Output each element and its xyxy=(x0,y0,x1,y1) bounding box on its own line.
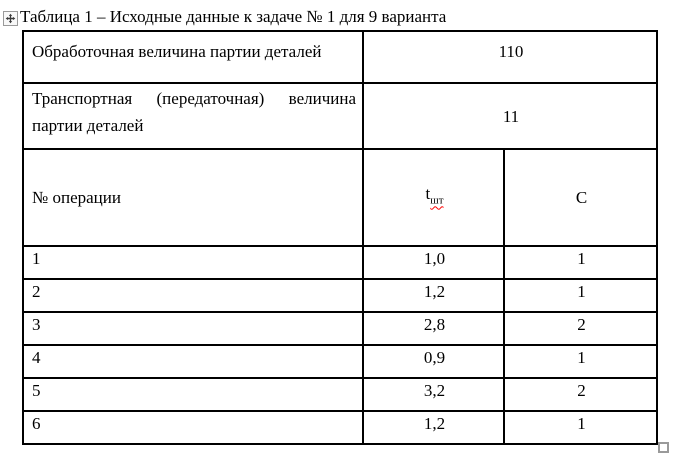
header-t-cell[interactable] xyxy=(363,149,504,246)
t-value-cell[interactable]: 0,9 xyxy=(363,345,504,378)
operation-row xyxy=(23,345,657,378)
header-c-cell[interactable]: С xyxy=(504,149,657,246)
operation-row xyxy=(23,411,657,444)
c-value-cell[interactable]: 1 xyxy=(504,246,657,279)
t-value-cell[interactable]: 2,8 xyxy=(363,312,504,345)
c-value-cell[interactable]: 2 xyxy=(504,312,657,345)
table-caption[interactable]: Таблица 1 – Исходные данные к задаче № 1 для 9 варианта xyxy=(20,7,447,26)
param-label-cell[interactable]: Транспортная (передаточная) величина партии деталей xyxy=(23,83,363,149)
c-value-cell[interactable]: 1 xyxy=(504,279,657,312)
t-value-cell[interactable]: 1,2 xyxy=(363,411,504,444)
op-number-cell[interactable]: 1 xyxy=(23,246,363,279)
c-value-cell[interactable]: 2 xyxy=(504,378,657,411)
param-row-transfer-size xyxy=(23,83,657,149)
operation-row xyxy=(23,378,657,411)
t-base-label: t xyxy=(425,184,431,204)
data-table xyxy=(22,30,658,445)
header-operation-cell[interactable]: № операции xyxy=(23,149,363,246)
table-resize-handle[interactable] xyxy=(658,442,669,453)
param-label-cell[interactable]: Обработочная величина партии деталей xyxy=(23,31,363,83)
table-move-handle[interactable] xyxy=(3,11,18,26)
op-number-cell[interactable]: 4 xyxy=(23,345,363,378)
t-value-cell[interactable]: 3,2 xyxy=(363,378,504,411)
op-number-cell[interactable]: 6 xyxy=(23,411,363,444)
t-value-cell[interactable]: 1,2 xyxy=(363,279,504,312)
move-cross-icon xyxy=(5,13,16,24)
param-value-cell[interactable]: 110 xyxy=(363,31,657,83)
operation-row xyxy=(23,279,657,312)
op-number-cell[interactable]: 5 xyxy=(23,378,363,411)
op-number-cell[interactable]: 2 xyxy=(23,279,363,312)
c-value-cell[interactable]: 1 xyxy=(504,345,657,378)
header-row xyxy=(23,149,657,246)
t-value-cell[interactable]: 1,0 xyxy=(363,246,504,279)
op-number-cell[interactable]: 3 xyxy=(23,312,363,345)
operation-row xyxy=(23,246,657,279)
operation-row xyxy=(23,312,657,345)
c-value-cell[interactable]: 1 xyxy=(504,411,657,444)
param-row-batch-size xyxy=(23,31,657,83)
t-subscript-label: шт xyxy=(430,194,444,207)
param-value-cell[interactable]: 11 xyxy=(363,83,657,149)
